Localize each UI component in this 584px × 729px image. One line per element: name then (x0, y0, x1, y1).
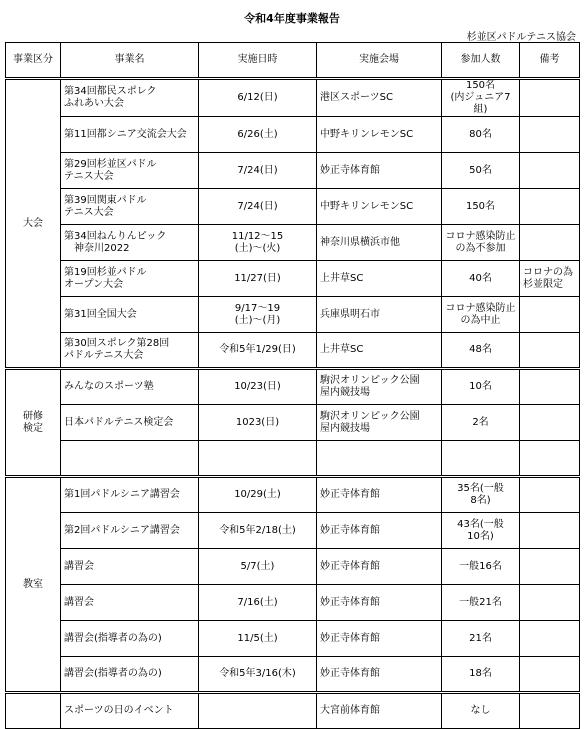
notes-cell (520, 153, 580, 189)
table-row (6, 549, 580, 585)
participants-cell: 21名 (442, 621, 520, 657)
date-cell: 6/12(日) (199, 79, 317, 117)
event-name-cell: 講習会 (61, 585, 199, 621)
venue-cell: 妙正寺体育館 (317, 549, 442, 585)
notes-cell (520, 225, 580, 261)
header-event-name: 事業名 (61, 43, 199, 79)
table-row (6, 477, 580, 513)
table-row (6, 405, 580, 441)
notes-cell (520, 657, 580, 693)
venue-cell: 駒沢オリンピック公園 屋内競技場 (317, 369, 442, 405)
venue-cell: 神奈川県横浜市他 (317, 225, 442, 261)
venue-cell: 妙正寺体育館 (317, 153, 442, 189)
event-name-cell: 講習会(指導者の為の) (61, 621, 199, 657)
event-name-cell: 日本パドルテニス検定会 (61, 405, 199, 441)
date-cell: 1023(日) (199, 405, 317, 441)
date-cell: 11/12～15 (土)～(火) (199, 225, 317, 261)
table-row (6, 585, 580, 621)
date-cell: 11/5(土) (199, 621, 317, 657)
notes-cell (520, 441, 580, 477)
participants-cell: 18名 (442, 657, 520, 693)
notes-cell (520, 585, 580, 621)
notes-cell (520, 477, 580, 513)
participants-cell: 35名(一般 8名) (442, 477, 520, 513)
table-body (6, 79, 580, 729)
participants-cell (442, 441, 520, 477)
participants-cell: 43名(一般 10名) (442, 513, 520, 549)
participants-cell: 40名 (442, 261, 520, 297)
date-cell (199, 441, 317, 477)
table-row (6, 693, 580, 729)
venue-cell: 妙正寺体育館 (317, 477, 442, 513)
date-cell: 9/17～19 (土)～(月) (199, 297, 317, 333)
participants-cell: 150名 (442, 189, 520, 225)
participants-cell: 一般16名 (442, 549, 520, 585)
table-row (6, 657, 580, 693)
report-title: 令和4年度事業報告 (244, 12, 340, 25)
event-name-cell: 第1回パドルシニア講習会 (61, 477, 199, 513)
participants-cell: コロナ感染防止 の為中止 (442, 297, 520, 333)
table-row (6, 153, 580, 189)
venue-cell: 妙正寺体育館 (317, 657, 442, 693)
event-name-cell: みんなのスポーツ塾 (61, 369, 199, 405)
event-name-cell: 第30回スポレク第28回 パドルテニス大会 (61, 333, 199, 369)
venue-cell: 中野キリンレモンSC (317, 189, 442, 225)
participants-cell: 2名 (442, 405, 520, 441)
table-row (6, 117, 580, 153)
date-cell: 10/23(日) (199, 369, 317, 405)
venue-cell: 妙正寺体育館 (317, 513, 442, 549)
event-name-cell: 第29回杉並区パドル テニス大会 (61, 153, 199, 189)
table-header-row (6, 43, 580, 79)
header-notes: 備考 (520, 43, 580, 79)
table-row (6, 441, 580, 477)
table-row (6, 333, 580, 369)
notes-cell (520, 79, 580, 117)
notes-cell: コロナの為 杉並限定 (520, 261, 580, 297)
event-name-cell: 第34回ねんりんピック 神奈川2022 (61, 225, 199, 261)
organization-name: 杉並区パドルテニス協会 (466, 32, 576, 43)
date-cell: 令和5年3/16(木) (199, 657, 317, 693)
date-cell: 7/16(土) (199, 585, 317, 621)
category-cell: 大会 (6, 79, 61, 369)
participants-cell: 150名 (内ジュニア7組) (442, 79, 520, 117)
venue-cell: 妙正寺体育館 (317, 621, 442, 657)
event-name-cell: 第11回都シニア交流会大会 (61, 117, 199, 153)
venue-cell: 兵庫県明石市 (317, 297, 442, 333)
table-row (6, 261, 580, 297)
date-cell (199, 693, 317, 729)
event-name-cell: スポーツの日のイベント (61, 693, 199, 729)
date-cell: 6/26(土) (199, 117, 317, 153)
date-cell: 11/27(日) (199, 261, 317, 297)
event-name-cell: 第2回パドルシニア講習会 (61, 513, 199, 549)
category-cell: 研修 検定 (6, 369, 61, 477)
header-venue: 実施会場 (317, 43, 442, 79)
event-name-cell: 第19回杉並パドル オープン大会 (61, 261, 199, 297)
table-row (6, 225, 580, 261)
event-name-cell: 第39回関東パドル テニス大会 (61, 189, 199, 225)
date-cell: 7/24(日) (199, 189, 317, 225)
participants-cell: 80名 (442, 117, 520, 153)
date-cell: 7/24(日) (199, 153, 317, 189)
notes-cell (520, 405, 580, 441)
event-name-cell: 講習会 (61, 549, 199, 585)
venue-cell: 駒沢オリンピック公園 屋内競技場 (317, 405, 442, 441)
venue-cell (317, 441, 442, 477)
venue-cell: 中野キリンレモンSC (317, 117, 442, 153)
notes-cell (520, 117, 580, 153)
venue-cell: 妙正寺体育館 (317, 585, 442, 621)
participants-cell: 10名 (442, 369, 520, 405)
participants-cell: なし (442, 693, 520, 729)
event-name-cell: 第31回全国大会 (61, 297, 199, 333)
table-row (6, 189, 580, 225)
header-participants: 参加人数 (442, 43, 520, 79)
venue-cell: 港区スポーツSC (317, 79, 442, 117)
notes-cell (520, 369, 580, 405)
participants-cell: 50名 (442, 153, 520, 189)
date-cell: 10/29(土) (199, 477, 317, 513)
notes-cell (520, 549, 580, 585)
notes-cell (520, 621, 580, 657)
event-name-cell: 第34回都民スポレク ふれあい大会 (61, 79, 199, 117)
notes-cell (520, 297, 580, 333)
report-table (5, 42, 580, 729)
category-cell (6, 693, 61, 729)
table-row (6, 621, 580, 657)
venue-cell: 上井草SC (317, 333, 442, 369)
notes-cell (520, 333, 580, 369)
notes-cell (520, 693, 580, 729)
header-date: 実施日時 (199, 43, 317, 79)
date-cell: 令和5年2/18(土) (199, 513, 317, 549)
venue-cell: 大宮前体育館 (317, 693, 442, 729)
table-row (6, 369, 580, 405)
header-category: 事業区分 (6, 43, 61, 79)
table-row (6, 297, 580, 333)
event-name-cell (61, 441, 199, 477)
notes-cell (520, 513, 580, 549)
table-row (6, 513, 580, 549)
venue-cell: 上井草SC (317, 261, 442, 297)
participants-cell: コロナ感染防止 の為不参加 (442, 225, 520, 261)
date-cell: 5/7(土) (199, 549, 317, 585)
event-name-cell: 講習会(指導者の為の) (61, 657, 199, 693)
date-cell: 令和5年1/29(日) (199, 333, 317, 369)
table-row (6, 79, 580, 117)
participants-cell: 48名 (442, 333, 520, 369)
category-cell: 教室 (6, 477, 61, 693)
participants-cell: 一般21名 (442, 585, 520, 621)
notes-cell (520, 189, 580, 225)
